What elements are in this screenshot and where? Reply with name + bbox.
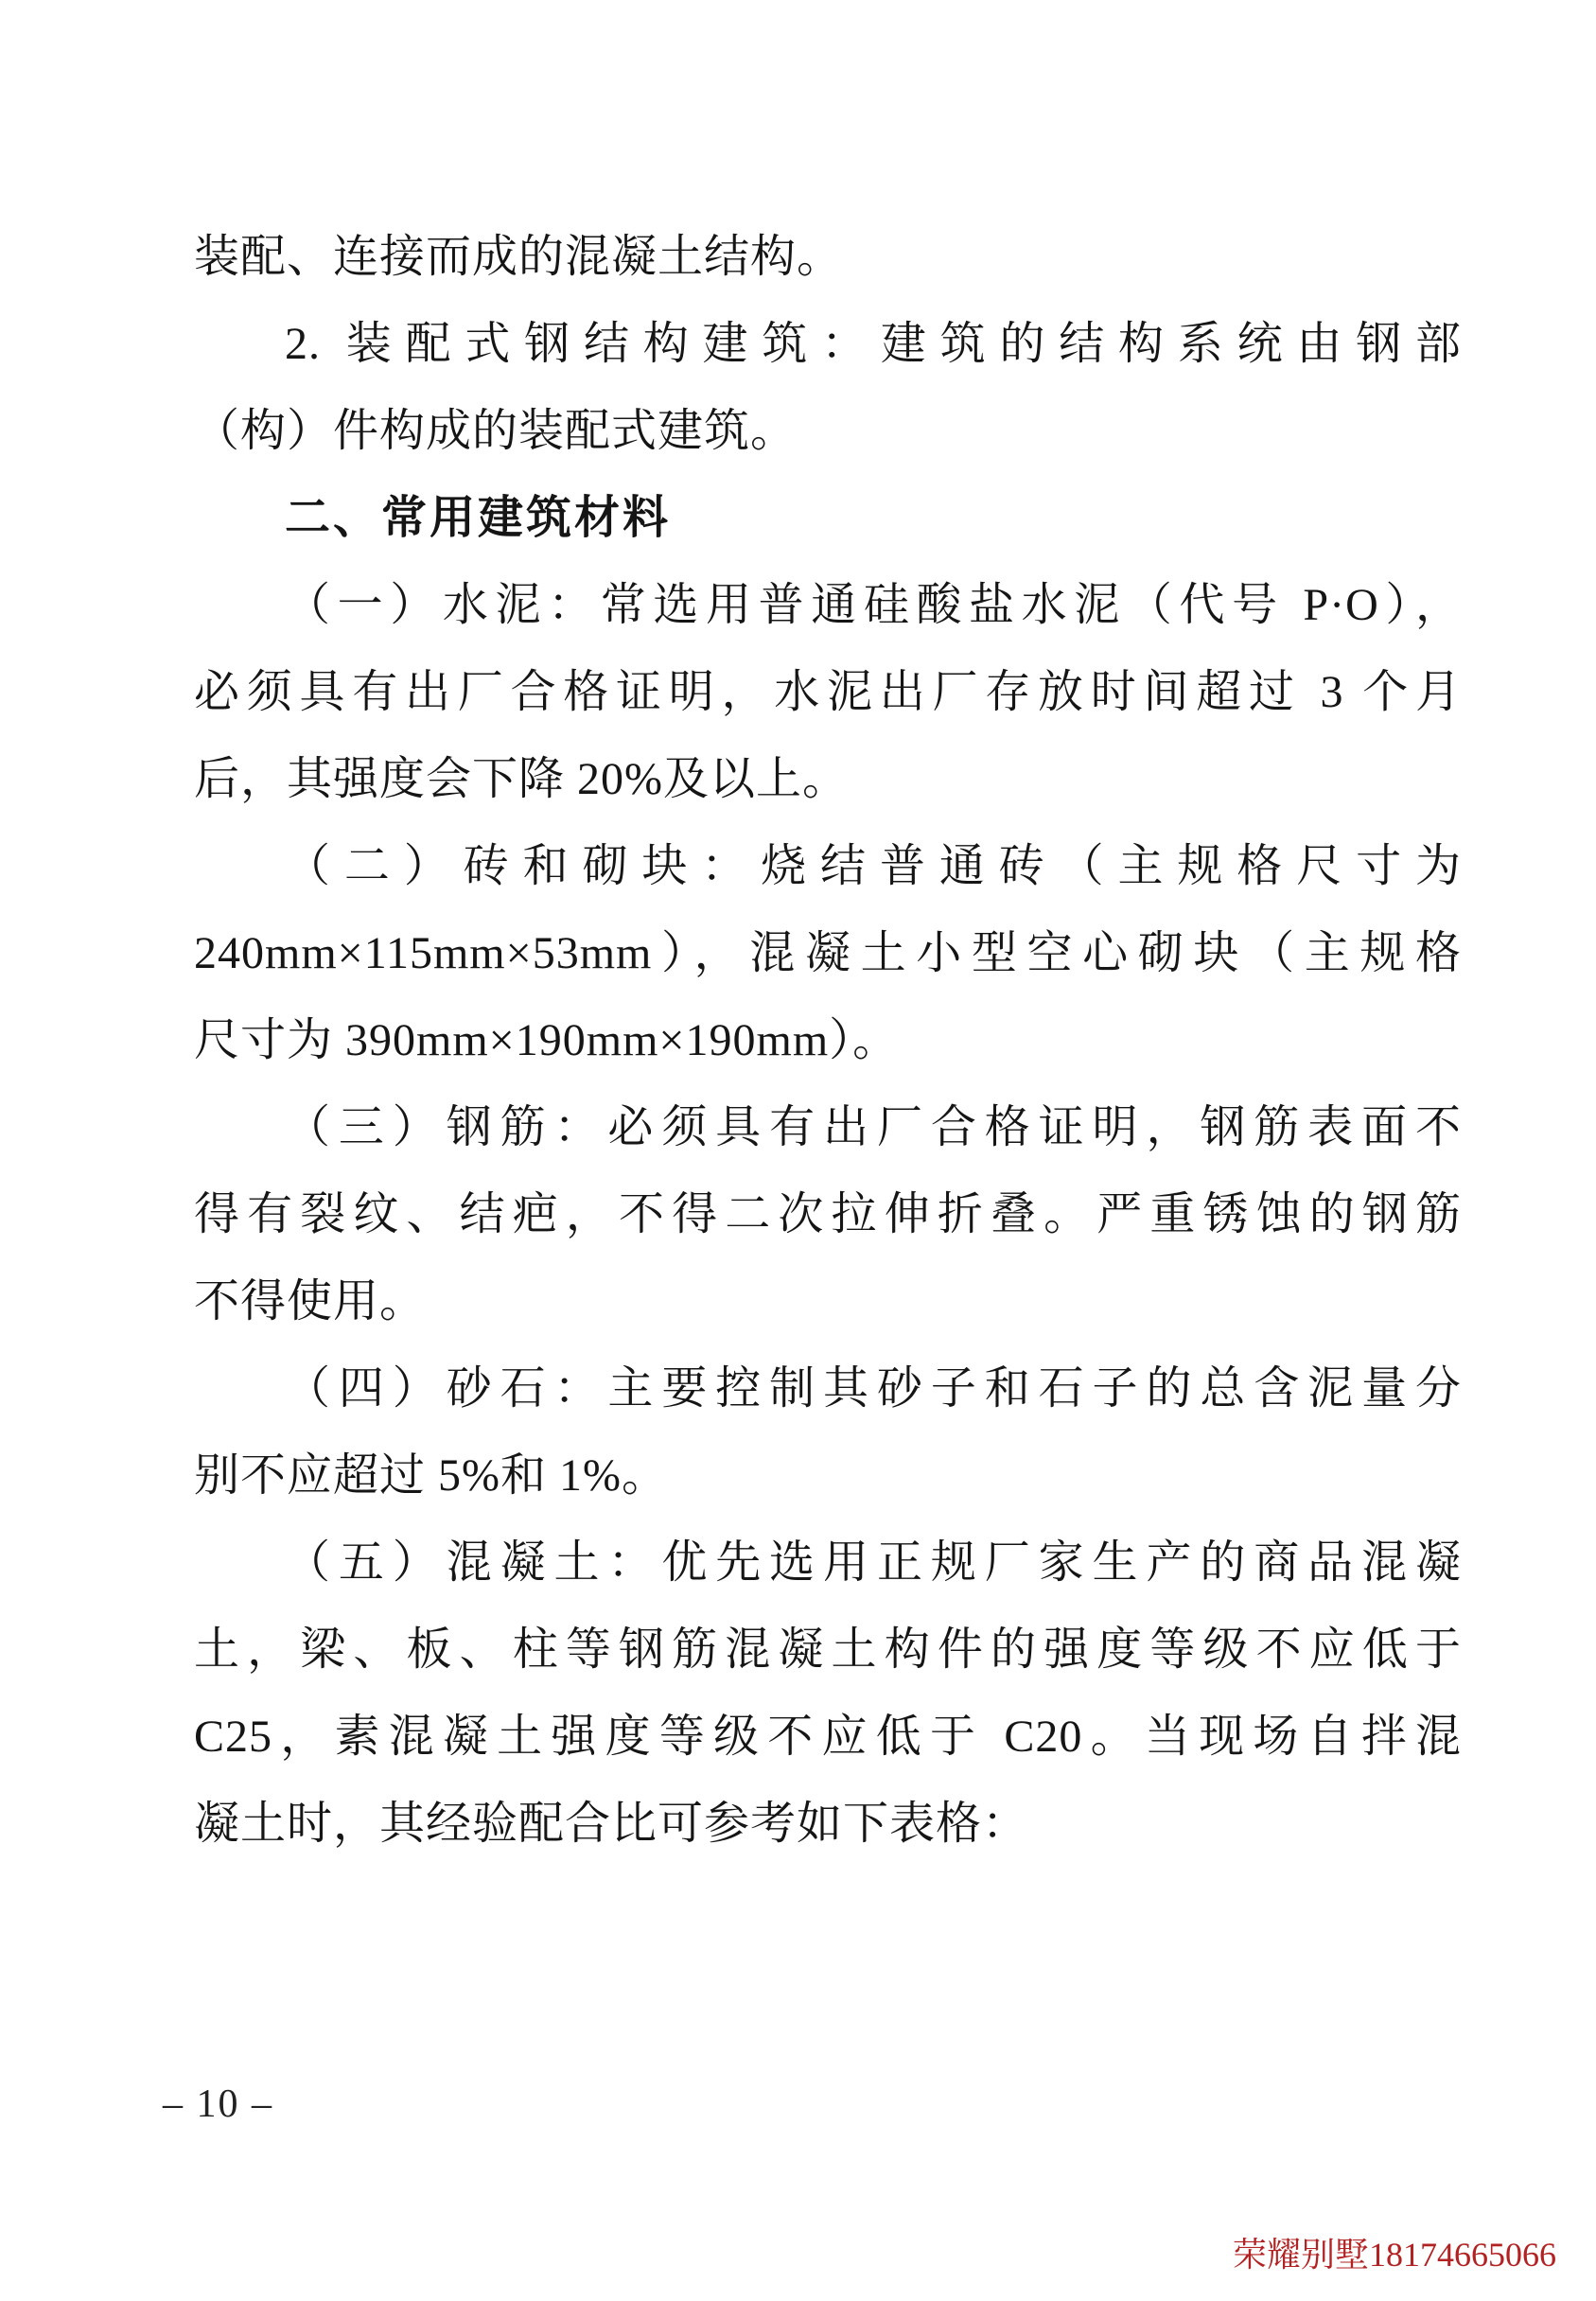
text-line: 尺寸为 390mm×190mm×190mm）。 [194,1015,900,1065]
watermark: 荣耀别墅18174665066 [1232,2236,1556,2274]
text-line: 2. 装配式钢结构建筑：建筑的结构系统由钢部 [285,319,1462,369]
text-line: （五）混凝土：优先选用正规厂家生产的商品混凝 [285,1537,1462,1588]
text-line: （二）砖和砌块：烧结普通砖（主规格尺寸为 [285,841,1462,891]
text-line: （一）水泥：常选用普通硅酸盐水泥（代号 P·O）， [285,580,1462,630]
section-heading: 二、常用建筑材料 [285,493,672,543]
text-line: 别不应超过 5%和 1%。 [194,1450,668,1501]
document-body [194,214,1462,1868]
text-line: C25，素混凝土强度等级不应低于 C20。当现场自拌混 [194,1712,1462,1762]
text-line: （三）钢筋：必须具有出厂合格证明，钢筋表面不 [285,1102,1462,1152]
text-line: 装配、连接而成的混凝土结构。 [194,232,844,282]
text-line: 凝土时，其经验配合比可参考如下表格： [194,1799,1029,1849]
page-number: – 10 – [163,2082,273,2126]
text-line: 土，梁、板、柱等钢筋混凝土构件的强度等级不应低于 [194,1625,1462,1675]
text-line: （四）砂石：主要控制其砂子和石子的总含泥量分 [285,1363,1462,1414]
text-line: 得有裂纹、结疤，不得二次拉伸折叠。严重锈蚀的钢筋 [194,1189,1462,1239]
text-line: 240mm×115mm×53mm），混凝土小型空心砌块（主规格 [194,928,1462,978]
text-line: （构）件构成的装配式建筑。 [194,406,798,456]
text-line: 必须具有出厂合格证明，水泥出厂存放时间超过 3 个月 [194,667,1462,717]
text-line: 不得使用。 [194,1276,427,1326]
text-line: 后，其强度会下降 20%及以上。 [194,754,849,804]
